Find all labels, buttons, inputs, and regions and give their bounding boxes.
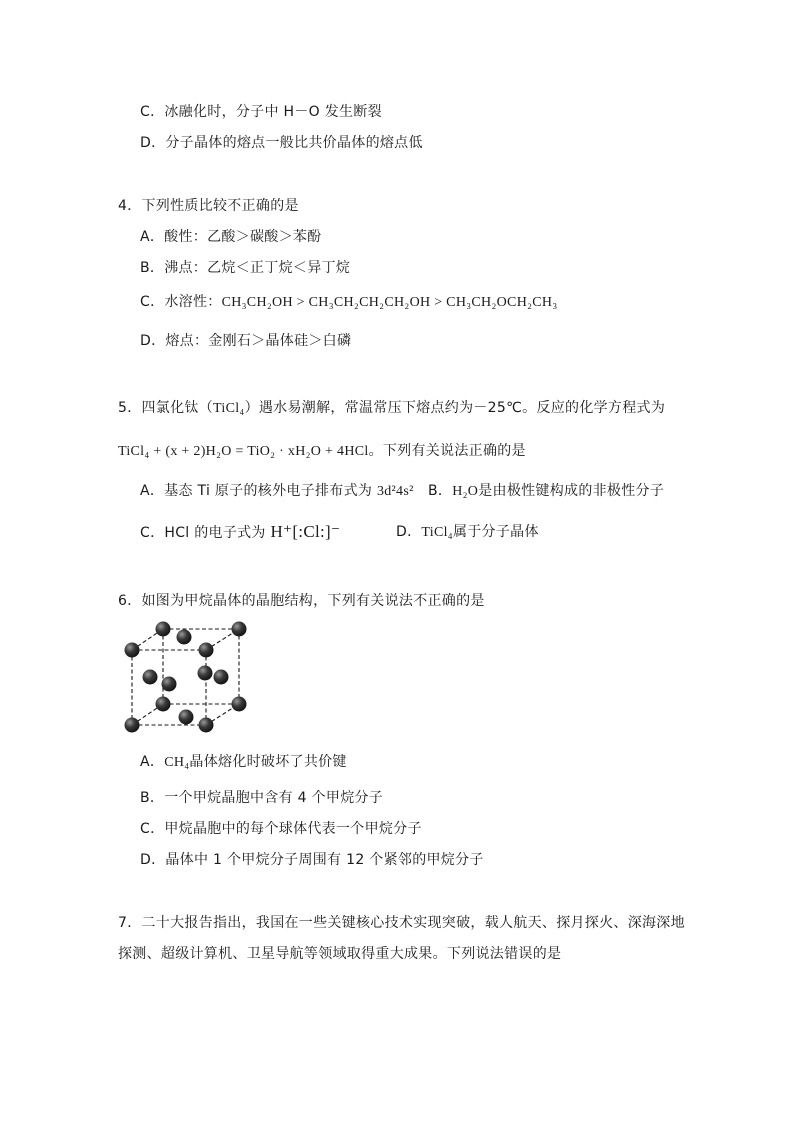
q5-option-c-lewis-structure: H⁺[:Cl:]⁻	[270, 522, 341, 541]
molecule-sphere	[156, 697, 171, 712]
q5-stem-line1	[118, 398, 665, 419]
q5-equation: TiCl₄ + (x + 2)H₂O = TiO₂ · xH₂O + 4HCl	[118, 444, 369, 459]
q5-equation-suffix: 。下列有关说法正确的是	[368, 443, 526, 459]
q5-stem-part2: ）遇水易潮解，常温常压下熔点约为－25℃。反应的化学方程式为	[244, 400, 666, 416]
q6-option-a-text: 晶体熔化时破坏了共价键	[189, 754, 347, 770]
molecule-sphere	[232, 622, 247, 637]
q5-option-b-label: B．	[428, 483, 453, 499]
q5-stem-part1: 5．四氯化钛（	[118, 400, 214, 416]
q6-option-a-label: A．	[140, 754, 165, 770]
molecule-sphere	[125, 643, 140, 658]
q5-option-b	[428, 481, 664, 502]
molecule-sphere	[177, 630, 192, 645]
q3-option-c: C．冰融化时，分子中 H－O 发生断裂	[140, 104, 382, 120]
molecule-sphere	[156, 622, 171, 637]
q4-option-c-prefix: C．水溶性：	[140, 294, 222, 310]
molecule-sphere	[162, 677, 177, 692]
molecule-sphere	[179, 710, 194, 725]
molecule-sphere	[125, 718, 140, 733]
molecule-sphere	[199, 718, 214, 733]
q4-option-c	[140, 292, 558, 313]
q6-option-c: C．甲烷晶胞中的每个球体代表一个甲烷分子	[140, 821, 422, 837]
q5-option-d-formula: TiCl₄	[421, 525, 453, 540]
q5-option-c	[140, 522, 340, 543]
q5-option-b-text: 是由极性键构成的非极性分子	[478, 483, 665, 499]
molecule-sphere	[198, 666, 213, 681]
q5-option-a	[140, 481, 414, 502]
q6-option-a-formula: CH₄	[164, 755, 190, 770]
q5-option-a-config: 3d²4s²	[376, 484, 414, 499]
q4-stem: 4．下列性质比较不正确的是	[118, 198, 299, 214]
q4-option-d: D．熔点：金刚石＞晶体硅＞白磷	[140, 333, 352, 349]
q6-option-b: B．一个甲烷晶胞中含有 4 个甲烷分子	[140, 790, 384, 806]
methane-molecules	[125, 622, 247, 733]
q6-option-a	[140, 752, 347, 773]
molecule-sphere	[143, 670, 158, 685]
q5-option-a-text: A．基态 Ti 原子的核外电子排布式为	[140, 483, 373, 499]
q6-option-d: D．晶体中 1 个甲烷分子周围有 12 个紧邻的甲烷分子	[140, 852, 484, 868]
q4-option-c-formula: CH₃CH₂OH > CH₃CH₂CH₂CH₂OH > CH₃CH₂OCH₂CH₃	[221, 295, 558, 310]
q4-option-b: B．沸点：乙烷＜正丁烷＜异丁烷	[140, 260, 351, 276]
q5-option-d	[396, 522, 539, 543]
q5-option-d-label: D．	[396, 524, 422, 540]
methane-unit-cell-diagram	[118, 618, 258, 738]
q5-stem-formula: TiCl₄	[213, 401, 245, 416]
q5-option-d-text: 属于分子晶体	[452, 524, 539, 540]
q7-stem-line2: 探测、超级计算机、卫星导航等领域取得重大成果。下列说法错误的是	[118, 946, 562, 962]
molecule-sphere	[214, 670, 229, 685]
molecule-sphere	[232, 697, 247, 712]
q6-stem: 6．如图为甲烷晶体的晶胞结构，下列有关说法不正确的是	[118, 593, 485, 609]
q5-stem-line2	[118, 441, 526, 462]
molecule-sphere	[199, 643, 214, 658]
q3-option-d: D．分子晶体的熔点一般比共价晶体的熔点低	[140, 135, 423, 151]
q7-stem-line1: 7．二十大报告指出，我国在一些关键核心技术实现突破，载人航天、探月探火、深海深地	[118, 915, 685, 931]
q5-option-c-text: C．HCl 的电子式为	[140, 525, 266, 541]
q4-option-a: A．酸性：乙酸＞碳酸＞苯酚	[140, 229, 322, 245]
q5-option-b-formula: H₂O	[452, 484, 479, 499]
